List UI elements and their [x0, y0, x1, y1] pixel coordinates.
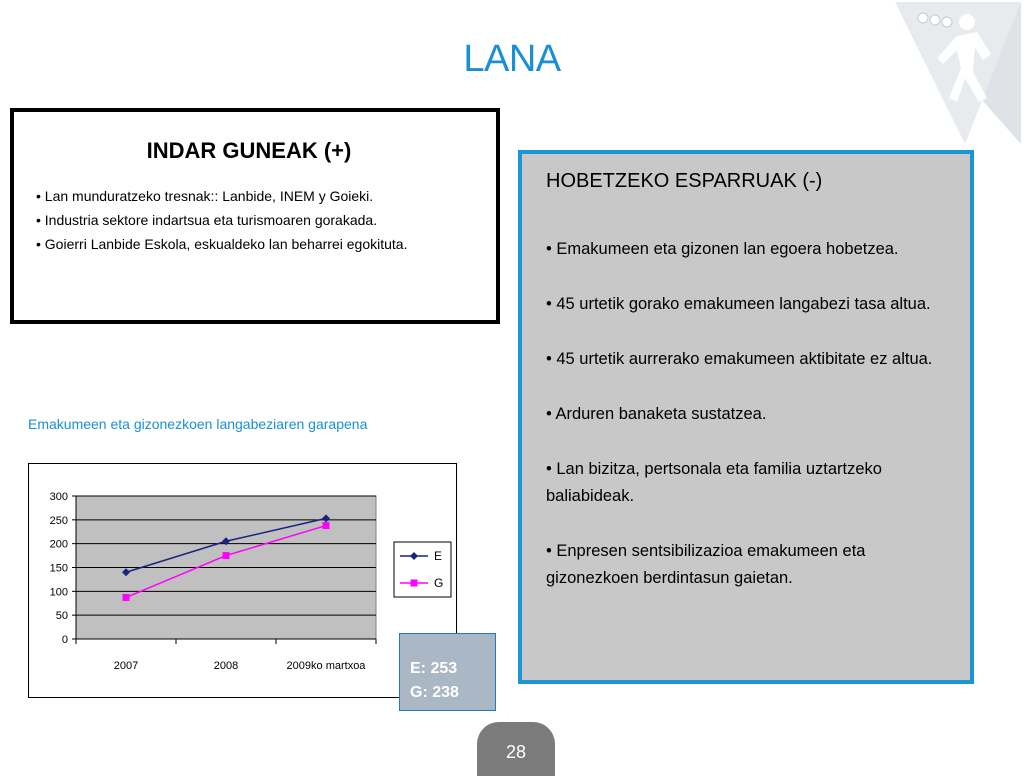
list-item: • Lan bizitza, pertsonala eta familia uztartzeko baliabideak.: [546, 460, 882, 505]
y-tick-label: 150: [49, 562, 68, 575]
legend-label: G: [434, 576, 444, 590]
y-tick-label: 200: [49, 538, 68, 551]
x-tick-label: 2008: [213, 660, 239, 672]
y-tick-label: 250: [49, 514, 68, 527]
chart-svg: [29, 464, 456, 697]
list-item: • Arduren banaketa sustatzea.: [546, 405, 767, 423]
slide-title: LANA: [463, 38, 561, 80]
data-point-G: [323, 522, 330, 529]
chart-title: Emakumeen eta gizonezkoen langabeziaren garapena: [28, 416, 368, 432]
strengths-heading: INDAR GUNEAK (+): [146, 138, 352, 163]
legend-label: E: [434, 549, 443, 563]
list-item: • Emakumeen eta gizonen lan egoera hobetzea.: [546, 240, 899, 258]
y-tick-label: 100: [49, 586, 68, 599]
strengths-list: [36, 184, 496, 256]
legend-marker-G: [411, 580, 418, 587]
stat-g: G: 238: [410, 684, 459, 701]
list-item: • 45 urtetik gorako emakumeen langabezi tasa altua.: [546, 295, 931, 313]
improvements-list: [546, 236, 956, 620]
list-item: • 45 urtetik aurrerako emakumeen aktibitate ez altua.: [546, 350, 933, 368]
bowling-player-logo-icon: [895, 2, 1021, 144]
list-item: • Industria sektore indartsua eta turismoaren gorakada.: [36, 212, 378, 228]
list-item: • Lan munduratzeko tresnak:: Lanbide, INEM y Goieki.: [36, 188, 374, 204]
improvements-heading: HOBETZEKO ESPARRUAK (-): [546, 170, 823, 192]
x-tick-label: 2009ko martxoa: [286, 660, 366, 672]
stat-e: E: 253: [410, 660, 458, 677]
line-chart: [28, 463, 457, 698]
y-tick-label: 0: [61, 634, 68, 646]
y-tick-label: 300: [49, 491, 68, 503]
improvements-panel: [518, 150, 974, 684]
data-point-G: [123, 594, 130, 601]
page-number: 28: [505, 742, 527, 762]
strengths-panel: [10, 108, 500, 324]
list-item: • Enpresen sentsibilizazioa emakumeen eta gizonezkoen berdintasun gaietan.: [546, 542, 866, 587]
y-tick-label: 50: [55, 610, 68, 623]
x-tick-label: 2007: [113, 660, 139, 672]
stats-box: [399, 633, 496, 711]
list-item: • Goierri Lanbide Eskola, eskualdeko lan beharrei egokituta.: [36, 236, 408, 252]
data-point-G: [223, 552, 230, 559]
